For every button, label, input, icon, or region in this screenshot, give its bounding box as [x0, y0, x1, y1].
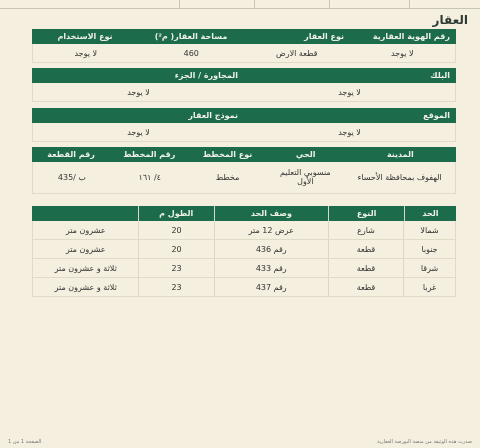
strip-divider	[254, 0, 255, 8]
property-id-value: لا يوجد	[390, 48, 414, 58]
boundaries-table	[32, 206, 456, 297]
table-row	[32, 240, 456, 259]
length-cell: 20	[138, 221, 213, 239]
location-value-row	[32, 123, 456, 142]
location-value: لا يوجد	[338, 127, 361, 137]
boundary-cell: شمالا	[403, 221, 455, 239]
district-header: الحي	[295, 150, 316, 159]
property-area-value: 460	[183, 48, 199, 58]
district-value: منسوبي التعليم الأول	[279, 167, 331, 186]
boundaries-header-row	[32, 206, 456, 221]
model-value: لا يوجد	[127, 127, 150, 137]
city-header: المدينة	[386, 150, 414, 159]
block-value: لا يوجد	[338, 87, 361, 97]
length-text-cell: عشرون متر	[65, 225, 106, 235]
property-header-row	[32, 29, 456, 44]
section-title: العقار	[432, 13, 468, 27]
property-area-header: مساحة العقار( م²)	[154, 32, 228, 41]
plan-number-value: ٤/ ١٦١	[138, 173, 161, 182]
usage-type-header: نوع الاستخدام	[57, 32, 113, 41]
boundary-type-cell: قطعة	[328, 259, 403, 277]
block-header-row	[32, 68, 456, 83]
plan-number-header: رقم المخطط	[123, 150, 176, 159]
location-table	[32, 108, 456, 142]
property-type-header: نوع العقار	[304, 32, 344, 41]
strip-divider	[329, 0, 330, 8]
plan-type-header: نوع المخطط	[202, 150, 253, 159]
boundary-desc-cell: رقم 436	[214, 240, 328, 258]
boundary-desc-cell: عرض 12 متر	[214, 221, 328, 239]
length-cell: 23	[138, 259, 213, 277]
property-table	[32, 29, 456, 63]
location-header-row	[32, 108, 456, 123]
length-cell: 20	[138, 240, 213, 258]
plan-value-row	[32, 162, 456, 194]
boundary-desc-cell: رقم 433	[214, 259, 328, 277]
adjacent-header: المجاورة / الجزء	[174, 71, 238, 80]
boundary-cell: شرقا	[403, 259, 455, 277]
boundary-desc-header: وصف الحد	[214, 206, 329, 221]
table-row	[32, 259, 456, 278]
property-value-row	[32, 44, 456, 63]
strip-divider	[409, 0, 410, 8]
length-text-cell: عشرون متر	[65, 244, 106, 254]
footer-source-text: صدرت هذه الوثيقة من منصة البورصة العقارية	[377, 439, 472, 445]
boundary-desc-cell: رقم 437	[214, 278, 328, 296]
strip-divider	[179, 0, 180, 8]
length-text-header	[32, 206, 138, 221]
table-row	[32, 278, 456, 297]
block-header: البلك	[430, 71, 450, 80]
plan-type-value: مخطط	[215, 173, 240, 182]
boundary-cell: جنوبا	[403, 240, 455, 258]
footer-page-number: الصفحة 1 من 1	[8, 439, 42, 445]
usage-type-value: لا يوجد	[74, 48, 98, 58]
boundary-type-cell: شارع	[328, 221, 403, 239]
location-header: الموقع	[423, 111, 450, 120]
adjacent-value: لا يوجد	[127, 87, 150, 97]
property-id-header: رقم الهوية العقارية	[372, 32, 450, 41]
plan-header-row	[32, 147, 456, 162]
plot-number-header: رقم القطعة	[47, 150, 95, 159]
block-value-row	[32, 83, 456, 102]
length-text-cell: ثلاثة و عشرون متر	[54, 263, 117, 273]
length-cell: 23	[138, 278, 213, 296]
top-strip	[0, 0, 480, 9]
property-type-value: قطعة الارض	[276, 48, 318, 58]
block-table	[32, 68, 456, 102]
boundary-type-cell: قطعة	[328, 240, 403, 258]
boundary-cell: غربا	[403, 278, 455, 296]
boundary-type-cell: قطعة	[328, 278, 403, 296]
plot-number-value: ب /435	[57, 173, 86, 182]
model-header: نموذج العقار	[188, 111, 238, 120]
city-value: الهفوف بمحافظة الأحساء	[357, 173, 442, 182]
table-row	[32, 221, 456, 240]
length-text-cell: ثلاثة و عشرون متر	[54, 282, 117, 292]
page-footer	[8, 439, 472, 445]
length-header: الطول م	[138, 206, 214, 221]
plan-table	[32, 147, 456, 194]
boundary-type-header: النوع	[328, 206, 404, 221]
boundary-header: الحد	[404, 206, 456, 221]
